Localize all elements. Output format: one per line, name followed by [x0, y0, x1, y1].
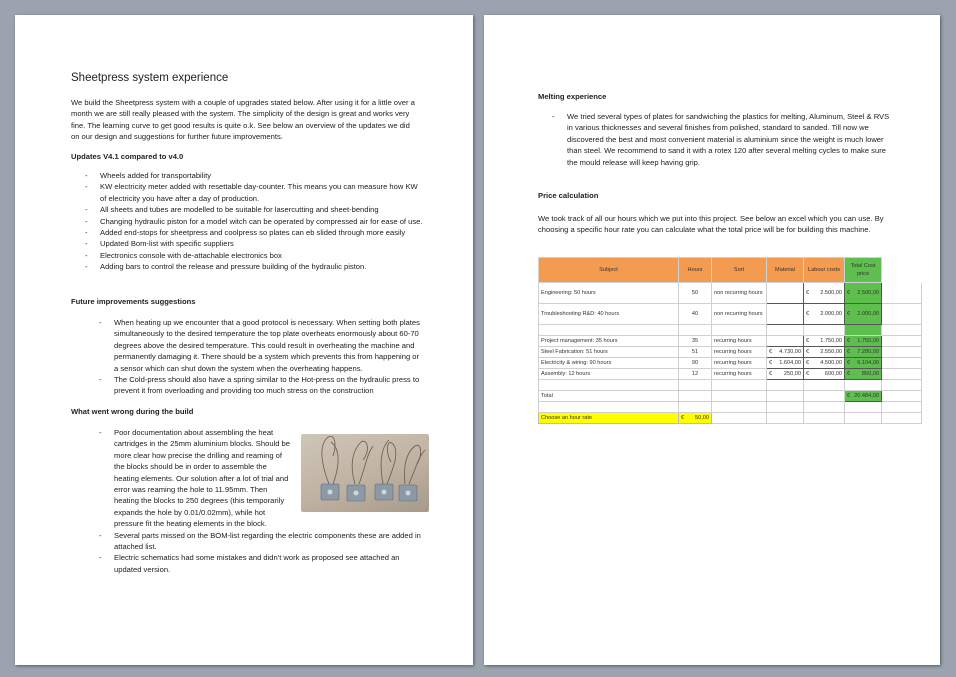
empty-cell [767, 402, 804, 413]
currency-symbol: € [847, 393, 851, 399]
list-item: - Added end-stops for sheetpress and coolpress so plates can eb slided through more easily [71, 227, 423, 238]
page-title: Sheetpress system experience [71, 72, 229, 84]
melting-heading: Melting experience [538, 92, 607, 101]
price-heading: Price calculation [538, 191, 599, 200]
table-cell [804, 358, 845, 369]
future-list [85, 317, 425, 397]
table-cell [804, 369, 845, 380]
table-row [539, 336, 922, 347]
table-cell: non recurring hours [712, 304, 767, 325]
currency-symbol: € [806, 290, 810, 296]
currency-symbol: € [769, 349, 773, 355]
empty-cell [845, 413, 882, 424]
total-value: 7.280,00 [857, 349, 879, 355]
empty-cell [767, 413, 804, 424]
empty-cell [882, 369, 922, 380]
empty-cell [767, 325, 804, 336]
empty-cell [679, 380, 712, 391]
total-value: 6.104,00 [857, 360, 879, 366]
list-item: - When heating up we encounter that a good protocol is necessary. When setting both plates simultaneously to the desired temperature the top plate overheats enormously about 60-70 degrees above the desired temperature. This could result in overheating the machine and permanently damaging it. There should be a system which prevents this from happening or a sensor which can shut down the system when the overheating happens. [85, 317, 425, 374]
currency-symbol: € [847, 290, 851, 296]
currency-symbol: € [847, 349, 851, 355]
table-cell [845, 336, 882, 347]
intro-paragraph: We build the Sheetpress system with a couple of upgrades stated below. After using it for a little over a month we are still really pleased with the system. The simplicity of the design is great and works very fine. The learning curve to get good results is quite o.k. See below an overview of the updates we did on our design and suggestions for further future improvements. [71, 98, 415, 142]
empty-cell [845, 325, 882, 336]
table-cell: Project management: 35 hours [539, 336, 679, 347]
empty-cell [882, 325, 922, 336]
empty-cell [712, 325, 767, 336]
table-cell [804, 347, 845, 358]
currency-symbol: € [681, 415, 685, 421]
currency-symbol: € [806, 349, 810, 355]
cell-cursor [921, 413, 922, 423]
table-cell: 51 [679, 347, 712, 358]
labour-value: 4.500,00 [820, 360, 842, 366]
labour-value: 2.550,00 [820, 349, 842, 355]
future-heading: Future improvements suggestions [71, 297, 196, 306]
hour-rate-row [539, 413, 922, 424]
price-table [538, 257, 922, 424]
table-cell: Steel Fabrication: 51 hours [539, 347, 679, 358]
heating-blocks-illustration [301, 434, 429, 512]
table-cell: non recurring hours [712, 283, 767, 304]
table-cell [767, 369, 804, 380]
currency-symbol: € [847, 360, 851, 366]
table-cell [845, 347, 882, 358]
column-header: Material [767, 258, 804, 283]
empty-cell [882, 347, 922, 358]
price-intro: We took track of all our hours which we put into this project. See below an excel which you can use. By choosing a specific hour rate you can calculate what the total price will be for building this machine. [538, 214, 884, 235]
empty-cell [539, 402, 679, 413]
updates-list [71, 170, 423, 273]
list-item: - Wheels added for transportability [71, 170, 423, 181]
total-value: 2.500,00 [857, 290, 879, 296]
list-item: - Changing hydraulic piston for a model witch can be operated by compressed air for ease of use. [71, 216, 423, 227]
hour-rate-label: Choose an hour rate [539, 413, 679, 424]
table-cell: recurring hours [712, 336, 767, 347]
table-cell [767, 283, 804, 304]
empty-cell [804, 413, 845, 424]
empty-cell [882, 413, 922, 424]
total-label: Total [539, 391, 679, 402]
empty-cell [712, 380, 767, 391]
currency-symbol: € [806, 360, 810, 366]
empty-cell [882, 258, 922, 283]
empty-cell [539, 380, 679, 391]
table-cell: Electricity & wiring: 90 hours [539, 358, 679, 369]
empty-cell [804, 380, 845, 391]
table-cell: 40 [679, 304, 712, 325]
total-row [539, 391, 922, 402]
empty-cell [712, 391, 767, 402]
updates-heading: Updates V4.1 compared to v4.0 [71, 152, 184, 161]
currency-symbol: € [806, 371, 810, 377]
material-value: 4.730,00 [779, 349, 801, 355]
empty-cell [882, 304, 922, 325]
document-page-1 [15, 15, 473, 665]
grand-total-value: 20.484,00 [854, 393, 879, 399]
empty-cell [767, 380, 804, 391]
empty-cell [712, 413, 767, 424]
table-cell [845, 283, 882, 304]
currency-symbol: € [847, 311, 851, 317]
table-cell: 90 [679, 358, 712, 369]
empty-cell [767, 391, 804, 402]
empty-cell [804, 402, 845, 413]
labour-value: 600,00 [824, 371, 842, 377]
currency-symbol: € [847, 338, 851, 344]
table-cell [845, 391, 882, 402]
table-row [539, 304, 922, 325]
wrong-heading: What went wrong during the build [71, 407, 194, 416]
hour-rate-value: 50,00 [695, 415, 709, 421]
empty-cell [882, 283, 922, 304]
empty-cell [845, 402, 882, 413]
heating-blocks-photo [301, 434, 429, 512]
empty-cell [882, 336, 922, 347]
table-row [539, 325, 922, 336]
table-cell: Assembly: 12 hours [539, 369, 679, 380]
empty-cell [804, 325, 845, 336]
list-item: - Electric schematics had some mistakes and didn't work as proposed see attached an updated version. [85, 552, 429, 575]
table-cell [804, 283, 845, 304]
table-cell [845, 358, 882, 369]
total-value: 1.750,00 [857, 338, 879, 344]
table-cell [845, 369, 882, 380]
melting-list [538, 111, 890, 168]
list-item: - We tried several types of plates for sandwiching the plastics for melting, Aluminum, Steel & RVS in various thicknesses and several finishes from polished, standard to sanded. Till now we discovered the best and most convenient material is aluminium since the weight is much lower than steel. We recommend to sand it with a rotex 120 after several melting cycles to make sure the mould release will keep having grip. [538, 111, 890, 168]
currency-symbol: € [806, 311, 810, 317]
list-item: - Adding bars to control the release and pressure building of the hydraulic piston. [71, 261, 423, 272]
labour-value: 1.750,00 [820, 338, 842, 344]
list-item: - Updated Bom-list with specific suppliers [71, 238, 423, 249]
empty-cell [539, 325, 679, 336]
table-cell [767, 336, 804, 347]
labour-value: 2.500,00 [820, 290, 842, 296]
table-cell [767, 347, 804, 358]
table-cell: recurring hours [712, 369, 767, 380]
empty-cell [882, 358, 922, 369]
currency-symbol: € [806, 338, 810, 344]
column-header: Labour costs [804, 258, 845, 283]
table-cell: 12 [679, 369, 712, 380]
currency-symbol: € [769, 371, 773, 377]
column-header: Sort [712, 258, 767, 283]
table-row [539, 402, 922, 413]
column-header: Hours [679, 258, 712, 283]
table-row [539, 283, 922, 304]
empty-cell [804, 391, 845, 402]
table-row [539, 369, 922, 380]
list-item: - KW electricity meter added with resettable day-counter. This means you can measure how KW of electricity you have after a day of production. [71, 181, 423, 204]
empty-cell [679, 325, 712, 336]
empty-cell [882, 391, 922, 402]
empty-cell [845, 380, 882, 391]
table-cell [845, 304, 882, 325]
empty-cell [679, 391, 712, 402]
table-header-row [539, 258, 922, 283]
empty-cell [679, 402, 712, 413]
table-row [539, 380, 922, 391]
table-cell [804, 336, 845, 347]
material-value: 250,00 [783, 371, 801, 377]
empty-cell [712, 402, 767, 413]
hour-rate-input[interactable] [679, 413, 712, 424]
table-cell: Troubleshooting R&D: 40 hours [539, 304, 679, 325]
total-value: 2.000,00 [857, 311, 879, 317]
table-cell: 50 [679, 283, 712, 304]
empty-cell [882, 402, 922, 413]
table-cell [767, 304, 804, 325]
table-cell: 35 [679, 336, 712, 347]
table-cell: recurring hours [712, 358, 767, 369]
labour-value: 2.000,00 [820, 311, 842, 317]
currency-symbol: € [769, 360, 773, 366]
list-item: - Several parts missed on the BOM-list regarding the electric components these are added in attached list. [85, 530, 429, 553]
empty-cell [882, 380, 922, 391]
material-value: 1.604,00 [779, 360, 801, 366]
list-item: - All sheets and tubes are modelled to be suitable for lasercutting and sheet-bending [71, 204, 423, 215]
list-item: - The Cold-press should also have a spring similar to the Hot-press on the hydraulic press to prevent it from overloading and providing too much stress on the construction [85, 374, 425, 397]
table-cell [804, 304, 845, 325]
table-cell [767, 358, 804, 369]
column-header: Total Cost price [845, 258, 882, 283]
document-page-2 [484, 15, 940, 665]
table-row [539, 347, 922, 358]
table-row [539, 358, 922, 369]
list-item: - Electronics console with de-attachable electronics box [71, 250, 423, 261]
column-header: Subject [539, 258, 679, 283]
table-cell: Engineering: 50 hours [539, 283, 679, 304]
currency-symbol: € [847, 371, 851, 377]
list-item: - Poor documentation about assembling the heat cartridges in the 25mm aluminium blocks. Should be more clear how precise the drilling and reaming of the blocks should be in order to assemble the heating elements. Our solution after a lot of trial and error was reaming the hole to 11.95mm. Then heating the blocks to 250 degrees (this temporarily expands the hole by 0.01/0.02mm), while hot pressure fit the heating elements in the block. [85, 427, 292, 530]
table-cell: recurring hours [712, 347, 767, 358]
total-value: 850,00 [861, 371, 879, 377]
